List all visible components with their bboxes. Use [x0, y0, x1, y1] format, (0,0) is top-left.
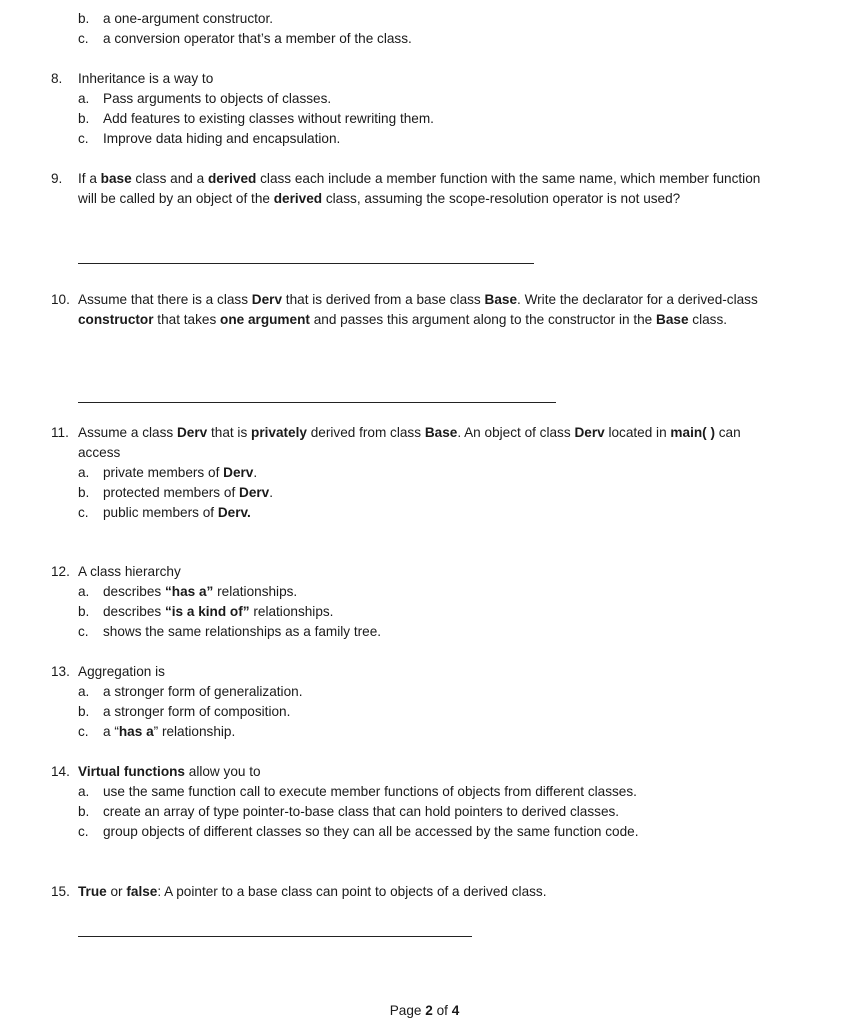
- total-pages: 4: [451, 1003, 460, 1018]
- question-number: 9.: [51, 171, 63, 186]
- question-11-stem-line-2: access: [78, 445, 121, 460]
- question-number: 10.: [51, 292, 70, 307]
- question-9-answer-line[interactable]: [78, 263, 534, 264]
- page-footer: Page 2 of 4: [389, 1003, 460, 1018]
- question-number: 13.: [51, 664, 70, 679]
- question-number: 15.: [51, 884, 70, 899]
- current-page-number: 2: [425, 1003, 433, 1018]
- question-9-stem-line-2: will be called by an object of the derived class, assuming the scope-resolution operator is not used?: [78, 191, 681, 206]
- question-10-stem-line-2: constructor that takes one argument and passes this argument along to the constructor in the Base class.: [78, 312, 728, 327]
- question-number: 11.: [51, 425, 69, 440]
- question-10-answer-line[interactable]: [78, 402, 556, 403]
- question-number: 12.: [51, 564, 70, 579]
- question-number: 14.: [51, 764, 70, 779]
- question-number: 8.: [51, 71, 63, 86]
- question-15-answer-line[interactable]: [78, 936, 472, 937]
